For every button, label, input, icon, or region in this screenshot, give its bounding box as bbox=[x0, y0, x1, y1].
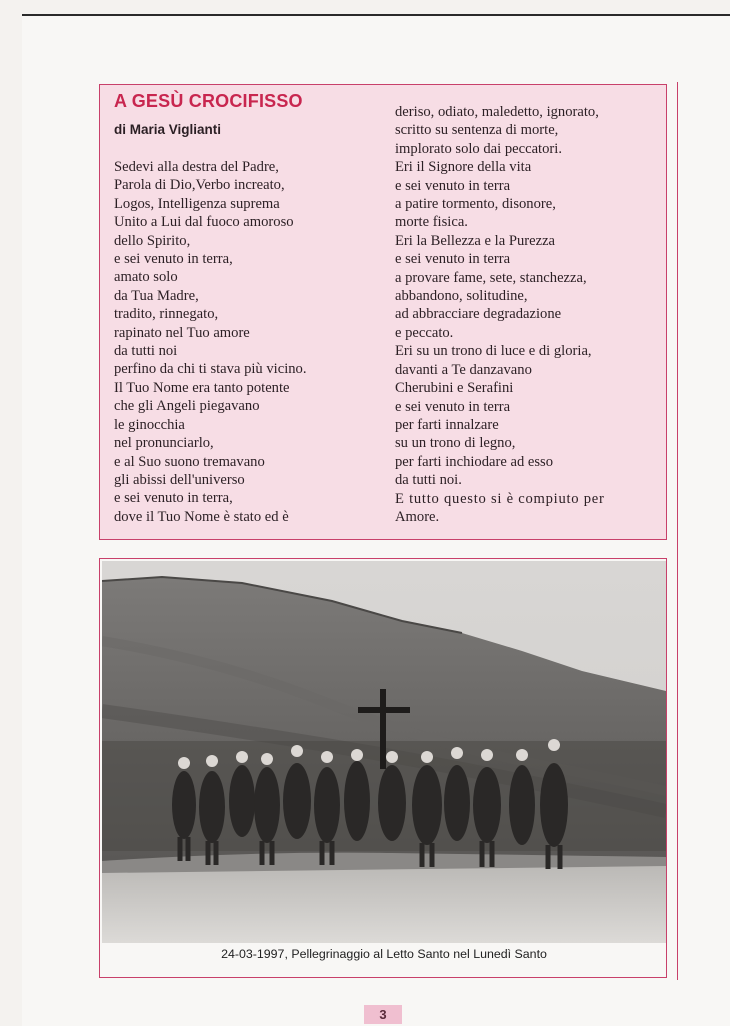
photo-caption: 24-03-1997, Pellegrinaggio al Letto Santo nel Lunedì Santo bbox=[221, 947, 547, 961]
poem-line: nel pronunciarlo, bbox=[114, 435, 214, 452]
poem-line: e peccato. bbox=[395, 324, 454, 341]
poem-column-left bbox=[114, 158, 376, 526]
poem-line: dove il Tuo Nome è stato ed è bbox=[114, 508, 289, 525]
poem-line: e sei venuto in terra bbox=[395, 177, 511, 194]
poem-line: scritto su sentenza di morte, bbox=[395, 122, 559, 139]
poem-line: su un trono di legno, bbox=[395, 435, 516, 452]
poem-line: amato solo bbox=[114, 269, 178, 286]
poem-line: rapinato nel Tuo amore bbox=[114, 324, 250, 341]
poem-box bbox=[99, 84, 667, 540]
poem-line: deriso, odiato, maledetto, ignorato, bbox=[395, 104, 599, 120]
page-number: 3 bbox=[364, 1005, 402, 1024]
poem-line: a patire tormento, disonore, bbox=[395, 196, 556, 213]
poem-line: per farti innalzare bbox=[395, 416, 499, 433]
poem-line: Unito a Lui dal fuoco amoroso bbox=[114, 214, 294, 231]
poem-line: gli abissi dell'universo bbox=[114, 471, 245, 488]
poem-line: Eri il Signore della vita bbox=[395, 159, 532, 176]
poem-line: Cherubini e Serafini bbox=[395, 380, 514, 397]
poem-line: e sei venuto in terra bbox=[395, 251, 511, 268]
poem-line: abbandono, solitudine, bbox=[395, 288, 528, 305]
poem-line: E tutto questo si è compiuto per bbox=[395, 490, 605, 507]
poem-line: implorato solo dai peccatori. bbox=[395, 140, 562, 157]
poem-line: Parola di Dio,Verbo increato, bbox=[114, 177, 285, 194]
poem-line: Sedevi alla destra del Padre, bbox=[114, 159, 279, 175]
poem-line: perfino da chi ti stava più vicino. bbox=[114, 361, 307, 378]
poem-line: davanti a Te danzavano bbox=[395, 361, 532, 378]
poem-line: che gli Angeli piegavano bbox=[114, 398, 260, 415]
poem-line: Il Tuo Nome era tanto potente bbox=[114, 379, 290, 396]
poem-line: ad abbracciare degradazione bbox=[395, 306, 562, 323]
poem-line: e sei venuto in terra bbox=[395, 398, 511, 415]
poem-line: da tutti noi. bbox=[395, 472, 462, 489]
poem-line: le ginocchia bbox=[114, 416, 185, 433]
poem-line: Logos, Intelligenza suprema bbox=[114, 195, 280, 212]
poem-line: tradito, rinnegato, bbox=[114, 306, 219, 323]
poem-line: da tutti noi bbox=[114, 343, 178, 360]
poem-author: di Maria Viglianti bbox=[114, 122, 222, 137]
poem-title: A GESÙ CROCIFISSO bbox=[114, 91, 303, 111]
photo-box bbox=[99, 558, 667, 978]
poem-line: morte fisica. bbox=[395, 214, 468, 231]
pilgrimage-photo bbox=[102, 561, 666, 943]
page-frame-rule bbox=[677, 82, 678, 980]
poem-line: per farti inchiodare ad esso bbox=[395, 453, 554, 470]
poem-line: a provare fame, sete, stanchezza, bbox=[395, 269, 587, 286]
poem-line: Amore. bbox=[395, 508, 440, 525]
poem-line: e al Suo suono tremavano bbox=[114, 453, 265, 470]
poem-line: Eri la Bellezza e la Purezza bbox=[395, 232, 556, 249]
poem-column-right bbox=[395, 103, 657, 526]
poem-line: dello Spirito, bbox=[114, 232, 191, 249]
poem-line: Eri su un trono di luce e di gloria, bbox=[395, 343, 592, 360]
poem-line: e sei venuto in terra, bbox=[114, 251, 233, 268]
poem-line: e sei venuto in terra, bbox=[114, 490, 233, 507]
poem-line: da Tua Madre, bbox=[114, 287, 199, 304]
